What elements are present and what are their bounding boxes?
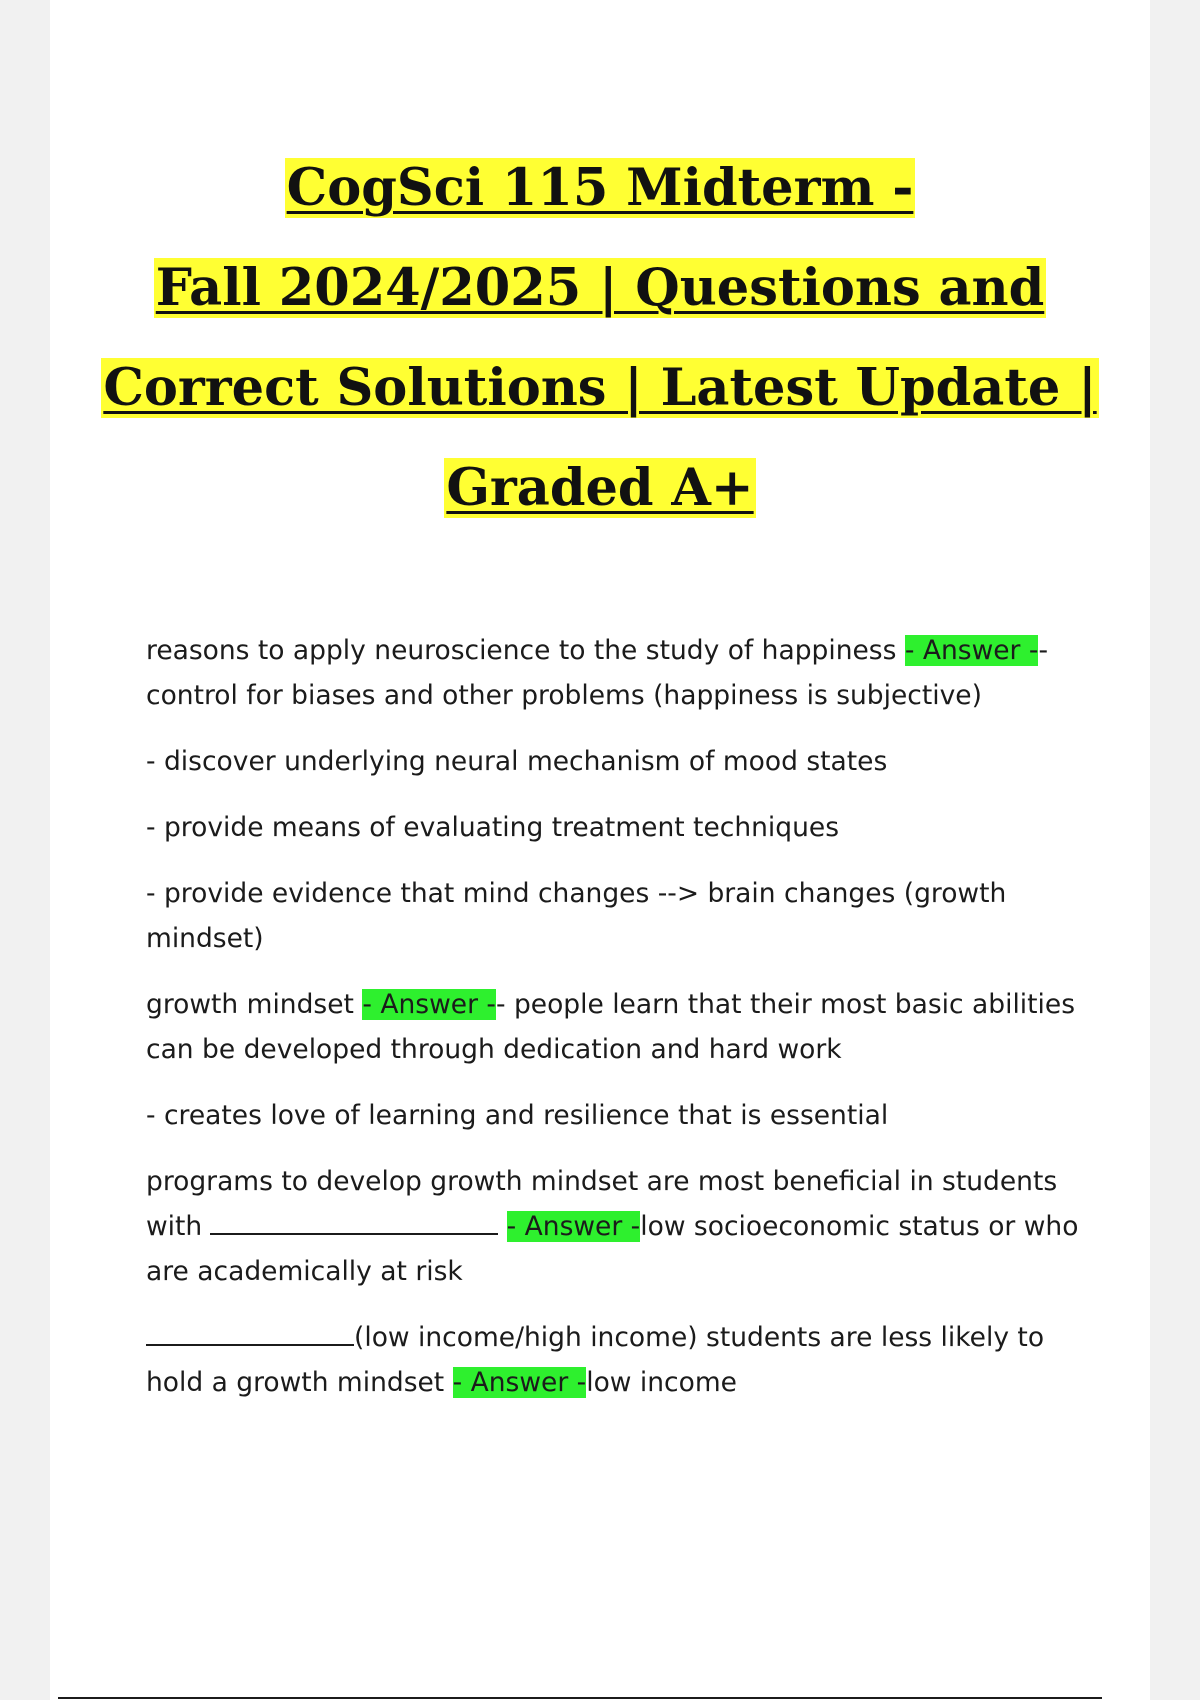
answer-line: - discover underlying neural mechanism of mood states (146, 746, 888, 777)
title-line-3: Correct Solutions | Latest Update | (103, 358, 1097, 418)
answer-line: - people learn that their most basic abilities can be developed through dedication and hard work (146, 989, 1076, 1065)
qa-item-2 (146, 982, 1081, 1072)
title-line-2: Fall 2024/2025 | Questions and (155, 258, 1045, 318)
answer-line: - control for biases and other problems (happiness is subjective) (146, 635, 1048, 711)
title-line-1: CogSci 115 Midterm - (286, 158, 914, 218)
answer-label: - Answer - (904, 635, 1039, 666)
question-text: (low income/high income) students are less likely to hold a growth mindset (146, 1322, 1045, 1398)
answer-label: - Answer - (506, 1211, 641, 1242)
answer-label: - Answer - (452, 1367, 587, 1398)
qa-item-4 (146, 1315, 1081, 1405)
answer-line: - provide evidence that mind changes --> brain changes (growth mindset) (146, 878, 1007, 954)
title-line-4: Graded A+ (446, 458, 754, 518)
answer-text: low income (586, 1367, 737, 1398)
document-page (50, 0, 1150, 1700)
question-text: programs to develop growth mindset are most beneficial in students with (146, 1166, 1058, 1242)
qa-item-1 (146, 628, 1081, 718)
qa-content (146, 628, 1081, 1426)
page-bottom-rule (58, 1697, 1102, 1699)
question-text: reasons to apply neuroscience to the study of happiness (146, 635, 897, 666)
document-title (50, 138, 1150, 538)
answer-line: - creates love of learning and resilience that is essential (146, 1100, 889, 1131)
qa-item-3 (146, 1159, 1081, 1294)
question-text: growth mindset (146, 989, 354, 1020)
fill-in-blank (210, 1205, 498, 1235)
answer-label: - Answer - (362, 989, 496, 1020)
answer-text: low socioeconomic status or who are academically at risk (146, 1211, 1079, 1287)
answer-line: - provide means of evaluating treatment techniques (146, 812, 839, 843)
fill-in-blank (146, 1316, 354, 1346)
